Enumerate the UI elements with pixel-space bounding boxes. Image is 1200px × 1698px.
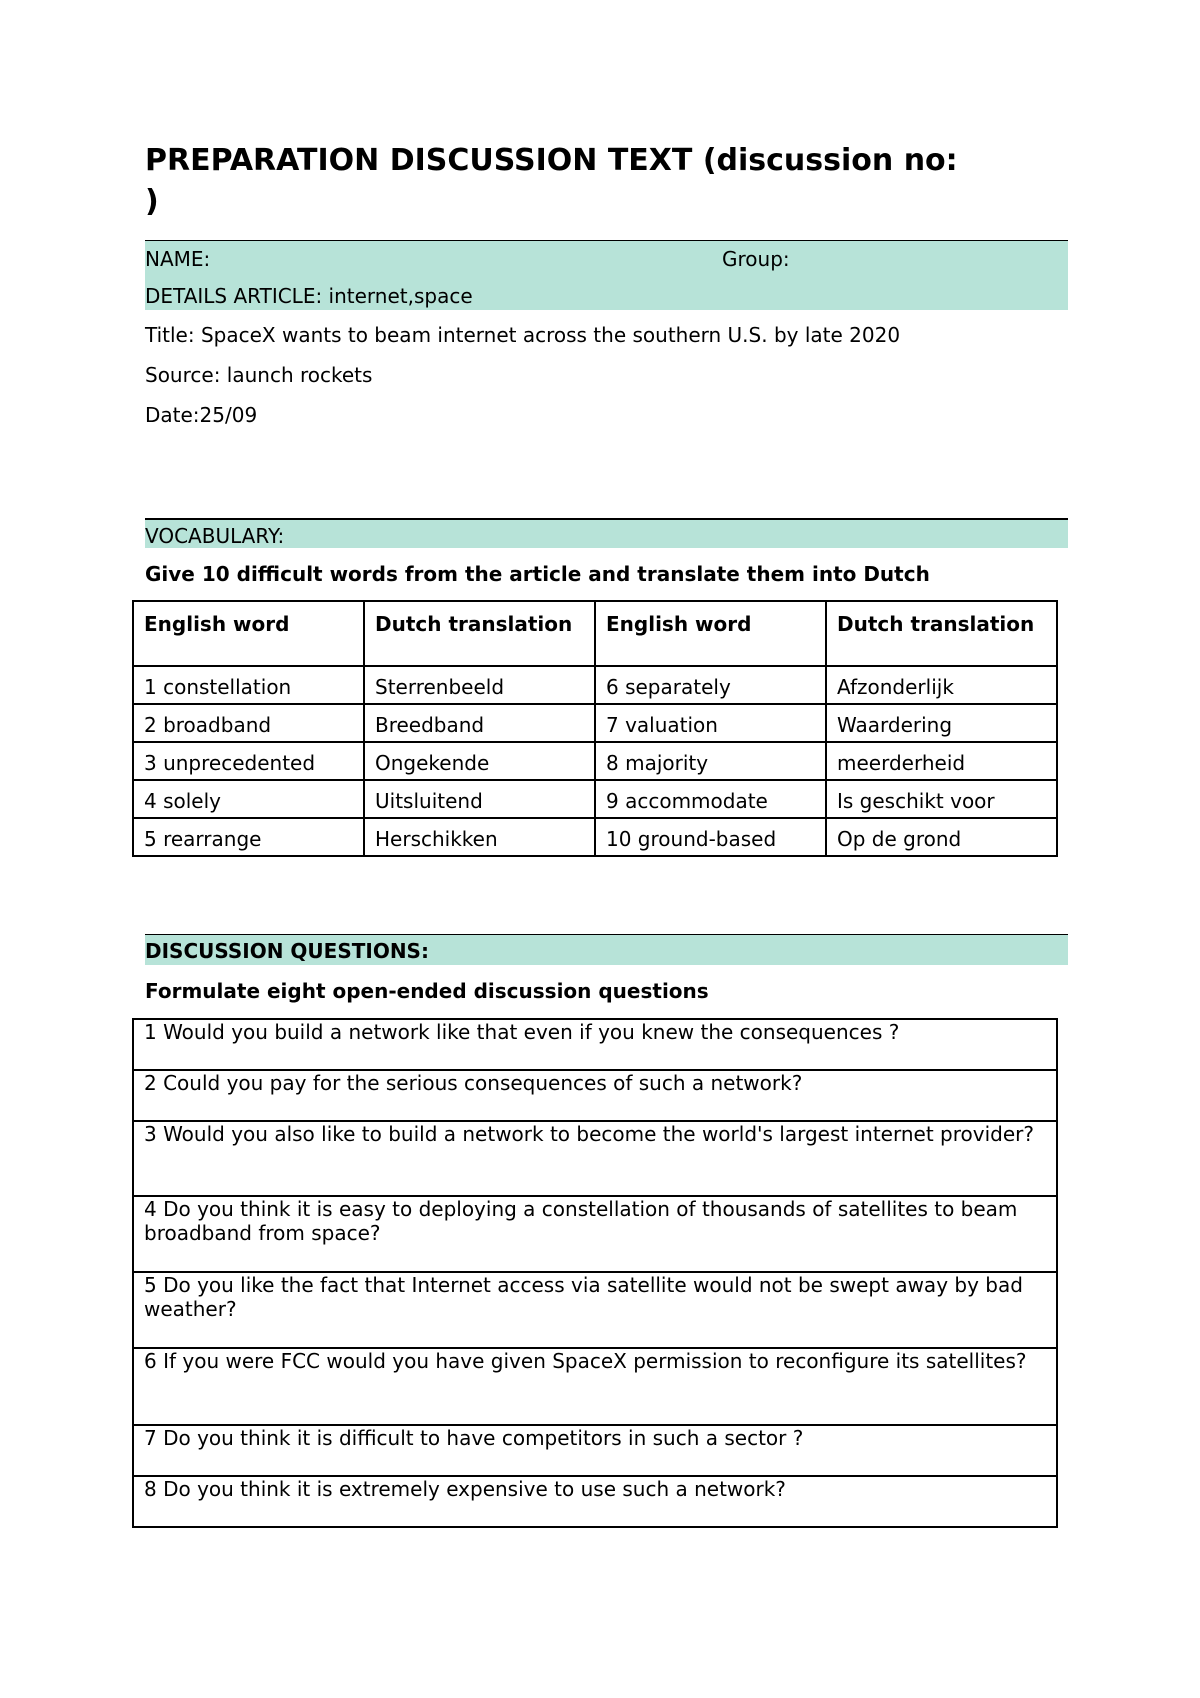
table-cell: Ongekende <box>364 742 595 780</box>
vocabulary-band <box>145 518 1068 548</box>
table-cell: Afzonderlijk <box>826 666 1057 704</box>
discussion-instruction: Formulate eight open-ended discussion questions <box>145 979 709 1003</box>
vocabulary-heading: VOCABULARY: <box>145 524 285 548</box>
table-row <box>133 742 1057 780</box>
title-line-1: PREPARATION DISCUSSION TEXT (discussion no: <box>145 143 958 178</box>
article-source-line: Source: launch rockets <box>145 363 373 387</box>
table-row <box>133 704 1057 742</box>
name-label: NAME: <box>145 247 211 271</box>
table-cell: 10 ground-based <box>595 818 826 856</box>
question-cell: 6 If you were FCC would you have given SpaceX permission to reconfigure its satellites? <box>133 1348 1057 1425</box>
vocabulary-header-row <box>133 601 1057 666</box>
table-cell: Sterrenbeeld <box>364 666 595 704</box>
table-cell: meerderheid <box>826 742 1057 780</box>
question-cell: 8 Do you think it is extremely expensive to use such a network? <box>133 1476 1057 1527</box>
table-cell: 6 separately <box>595 666 826 704</box>
table-row <box>133 1425 1057 1476</box>
table-cell: 7 valuation <box>595 704 826 742</box>
table-row <box>133 1348 1057 1425</box>
table-cell: Uitsluitend <box>364 780 595 818</box>
question-cell: 4 Do you think it is easy to deploying a constellation of thousands of satellites to beam broadband from space? <box>133 1196 1057 1272</box>
table-row <box>133 1070 1057 1121</box>
vocabulary-instruction: Give 10 difficult words from the article and translate them into Dutch <box>145 562 930 586</box>
table-row <box>133 1019 1057 1070</box>
question-cell: 2 Could you pay for the serious consequences of such a network? <box>133 1070 1057 1121</box>
table-cell: Herschikken <box>364 818 595 856</box>
details-label: DETAILS ARTICLE: internet,space <box>145 284 473 308</box>
table-row <box>133 666 1057 704</box>
column-header: English word <box>595 601 826 666</box>
table-cell: 1 constellation <box>133 666 364 704</box>
column-header: Dutch translation <box>364 601 595 666</box>
column-header: English word <box>133 601 364 666</box>
table-row <box>133 1121 1057 1196</box>
name-group-band <box>145 240 1068 278</box>
group-label: Group: <box>722 247 790 271</box>
table-cell: 2 broadband <box>133 704 364 742</box>
table-cell: 4 solely <box>133 780 364 818</box>
table-row <box>133 1272 1057 1348</box>
article-date-line: Date:25/09 <box>145 403 258 427</box>
table-cell: 9 accommodate <box>595 780 826 818</box>
vocabulary-table <box>132 600 1058 857</box>
details-band <box>145 278 1068 310</box>
table-cell: 5 rearrange <box>133 818 364 856</box>
table-row <box>133 818 1057 856</box>
table-row <box>133 1476 1057 1527</box>
table-cell: 3 unprecedented <box>133 742 364 780</box>
article-title-line: Title: SpaceX wants to beam internet across the southern U.S. by late 2020 <box>145 323 901 347</box>
table-cell: 8 majority <box>595 742 826 780</box>
question-cell: 7 Do you think it is difficult to have competitors in such a sector ? <box>133 1425 1057 1476</box>
table-cell: Op de grond <box>826 818 1057 856</box>
page-title <box>145 140 1075 222</box>
title-line-2: ) <box>145 184 159 219</box>
question-cell: 3 Would you also like to build a network to become the world's largest internet provider? <box>133 1121 1057 1196</box>
column-header: Dutch translation <box>826 601 1057 666</box>
question-cell: 1 Would you build a network like that even if you knew the consequences ? <box>133 1019 1057 1070</box>
table-cell: Is geschikt voor <box>826 780 1057 818</box>
discussion-heading: DISCUSSION QUESTIONS: <box>145 939 429 963</box>
discussion-band <box>145 934 1068 965</box>
question-cell: 5 Do you like the fact that Internet access via satellite would not be swept away by bad weather? <box>133 1272 1057 1348</box>
table-row <box>133 1196 1057 1272</box>
table-cell: Waardering <box>826 704 1057 742</box>
table-row <box>133 780 1057 818</box>
questions-table <box>132 1018 1058 1528</box>
table-cell: Breedband <box>364 704 595 742</box>
